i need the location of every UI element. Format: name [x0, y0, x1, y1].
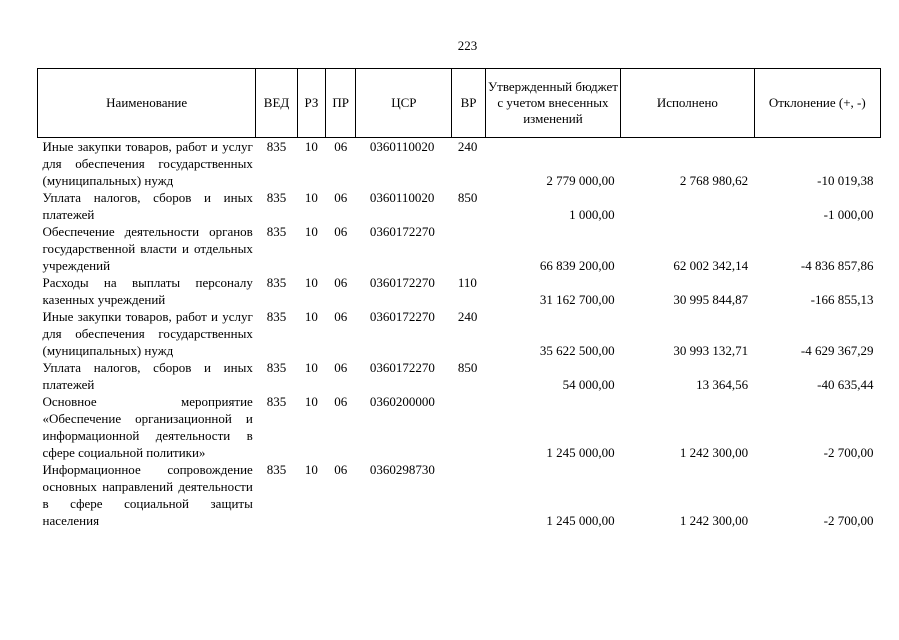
row-csr: 0360172270 — [369, 309, 435, 324]
table-row — [38, 359, 881, 393]
row-executed: 1 242 300,00 — [679, 513, 749, 528]
row-vr: 240 — [457, 139, 478, 154]
row-executed: 1 242 300,00 — [679, 445, 749, 460]
row-deviation: -4 629 367,29 — [800, 343, 874, 358]
row-vr — [452, 393, 485, 461]
row-ved: 835 — [266, 139, 287, 154]
row-name: Расходы на выплаты персоналу казенных учреждений — [42, 275, 253, 307]
header-deviation: Отклонение (+, -) — [754, 69, 880, 138]
row-deviation: -40 635,44 — [817, 377, 874, 392]
header-executed: Исполнено — [621, 69, 754, 138]
header-pr: ПР — [326, 69, 356, 138]
row-pr: 06 — [334, 394, 348, 409]
row-executed: 30 993 132,71 — [673, 343, 749, 358]
row-executed: 62 002 342,14 — [673, 258, 749, 273]
row-name: Иные закупки товаров, работ и услуг для обеспечения государственных (муниципальных) нужд — [42, 139, 253, 188]
row-csr: 0360172270 — [369, 224, 435, 239]
header-row — [38, 69, 881, 138]
row-rz: 10 — [304, 462, 318, 477]
budget-table — [37, 68, 881, 529]
row-rz: 10 — [304, 309, 318, 324]
row-csr: 0360172270 — [369, 275, 435, 290]
header-csr: ЦСР — [356, 69, 452, 138]
row-rz: 10 — [304, 139, 318, 154]
row-vr: 850 — [457, 190, 478, 205]
table-row — [38, 223, 881, 274]
row-pr: 06 — [334, 224, 348, 239]
row-name: Информационное сопровождение основных направлений деятельности в сфере социальной защиты населения — [42, 462, 253, 528]
row-ved: 835 — [266, 394, 287, 409]
row-pr: 06 — [334, 462, 348, 477]
row-approved: 66 839 200,00 — [539, 258, 615, 273]
row-executed — [621, 189, 754, 223]
row-ved: 835 — [266, 190, 287, 205]
table-row — [38, 189, 881, 223]
row-ved: 835 — [266, 462, 287, 477]
row-ved: 835 — [266, 309, 287, 324]
row-csr: 0360200000 — [369, 394, 435, 409]
row-name: Уплата налогов, сборов и иных платежей — [42, 190, 253, 222]
row-ved: 835 — [266, 275, 287, 290]
row-approved: 35 622 500,00 — [539, 343, 615, 358]
row-deviation: -2 700,00 — [823, 513, 874, 528]
row-rz: 10 — [304, 275, 318, 290]
row-vr: 240 — [457, 309, 478, 324]
row-vr — [452, 461, 485, 529]
table-row — [38, 274, 881, 308]
table-row — [38, 461, 881, 529]
row-name: Уплата налогов, сборов и иных платежей — [42, 360, 253, 392]
row-executed: 2 768 980,62 — [679, 173, 749, 188]
table-row — [38, 393, 881, 461]
header-vr: ВР — [452, 69, 485, 138]
row-name: Основное мероприятие «Обеспечение организационной и информационной деятельности в сфере социальной политики» — [42, 394, 253, 460]
row-pr: 06 — [334, 309, 348, 324]
row-pr: 06 — [334, 190, 348, 205]
row-vr: 850 — [457, 360, 478, 375]
row-csr: 0360298730 — [369, 462, 435, 477]
row-csr: 0360110020 — [369, 190, 435, 205]
row-deviation: -2 700,00 — [823, 445, 874, 460]
row-deviation: -10 019,38 — [817, 173, 874, 188]
row-executed: 30 995 844,87 — [673, 292, 749, 307]
row-deviation: -166 855,13 — [810, 292, 874, 307]
row-approved: 54 000,00 — [562, 377, 615, 392]
row-name: Обеспечение деятельности органов государственной власти и отдельных учреждений — [42, 224, 253, 273]
row-csr: 0360172270 — [369, 360, 435, 375]
header-approved: Утвержденный бюджет с учетом внесенных изменений — [485, 69, 620, 138]
row-approved: 1 000,00 — [569, 207, 615, 222]
row-executed: 13 364,56 — [696, 377, 749, 392]
row-approved: 1 245 000,00 — [546, 513, 615, 528]
row-deviation: -1 000,00 — [823, 207, 874, 222]
row-rz: 10 — [304, 394, 318, 409]
row-csr: 0360110020 — [369, 139, 435, 154]
row-rz: 10 — [304, 224, 318, 239]
row-pr: 06 — [334, 139, 348, 154]
header-ved: ВЕД — [256, 69, 297, 138]
row-vr: 110 — [457, 275, 477, 290]
row-rz: 10 — [304, 360, 318, 375]
header-name: Наименование — [38, 69, 256, 138]
row-vr — [452, 223, 485, 274]
row-pr: 06 — [334, 275, 348, 290]
row-ved: 835 — [266, 360, 287, 375]
row-approved: 2 779 000,00 — [546, 173, 615, 188]
row-name: Иные закупки товаров, работ и услуг для обеспечения государственных (муниципальных) нужд — [42, 309, 253, 358]
row-rz: 10 — [304, 190, 318, 205]
row-approved: 1 245 000,00 — [546, 445, 615, 460]
header-rz: РЗ — [297, 69, 325, 138]
row-deviation: -4 836 857,86 — [800, 258, 874, 273]
row-ved: 835 — [266, 224, 287, 239]
row-pr: 06 — [334, 360, 348, 375]
table-row — [38, 308, 881, 359]
table-row — [38, 138, 881, 190]
page-number: 223 — [457, 38, 478, 53]
row-approved: 31 162 700,00 — [539, 292, 615, 307]
